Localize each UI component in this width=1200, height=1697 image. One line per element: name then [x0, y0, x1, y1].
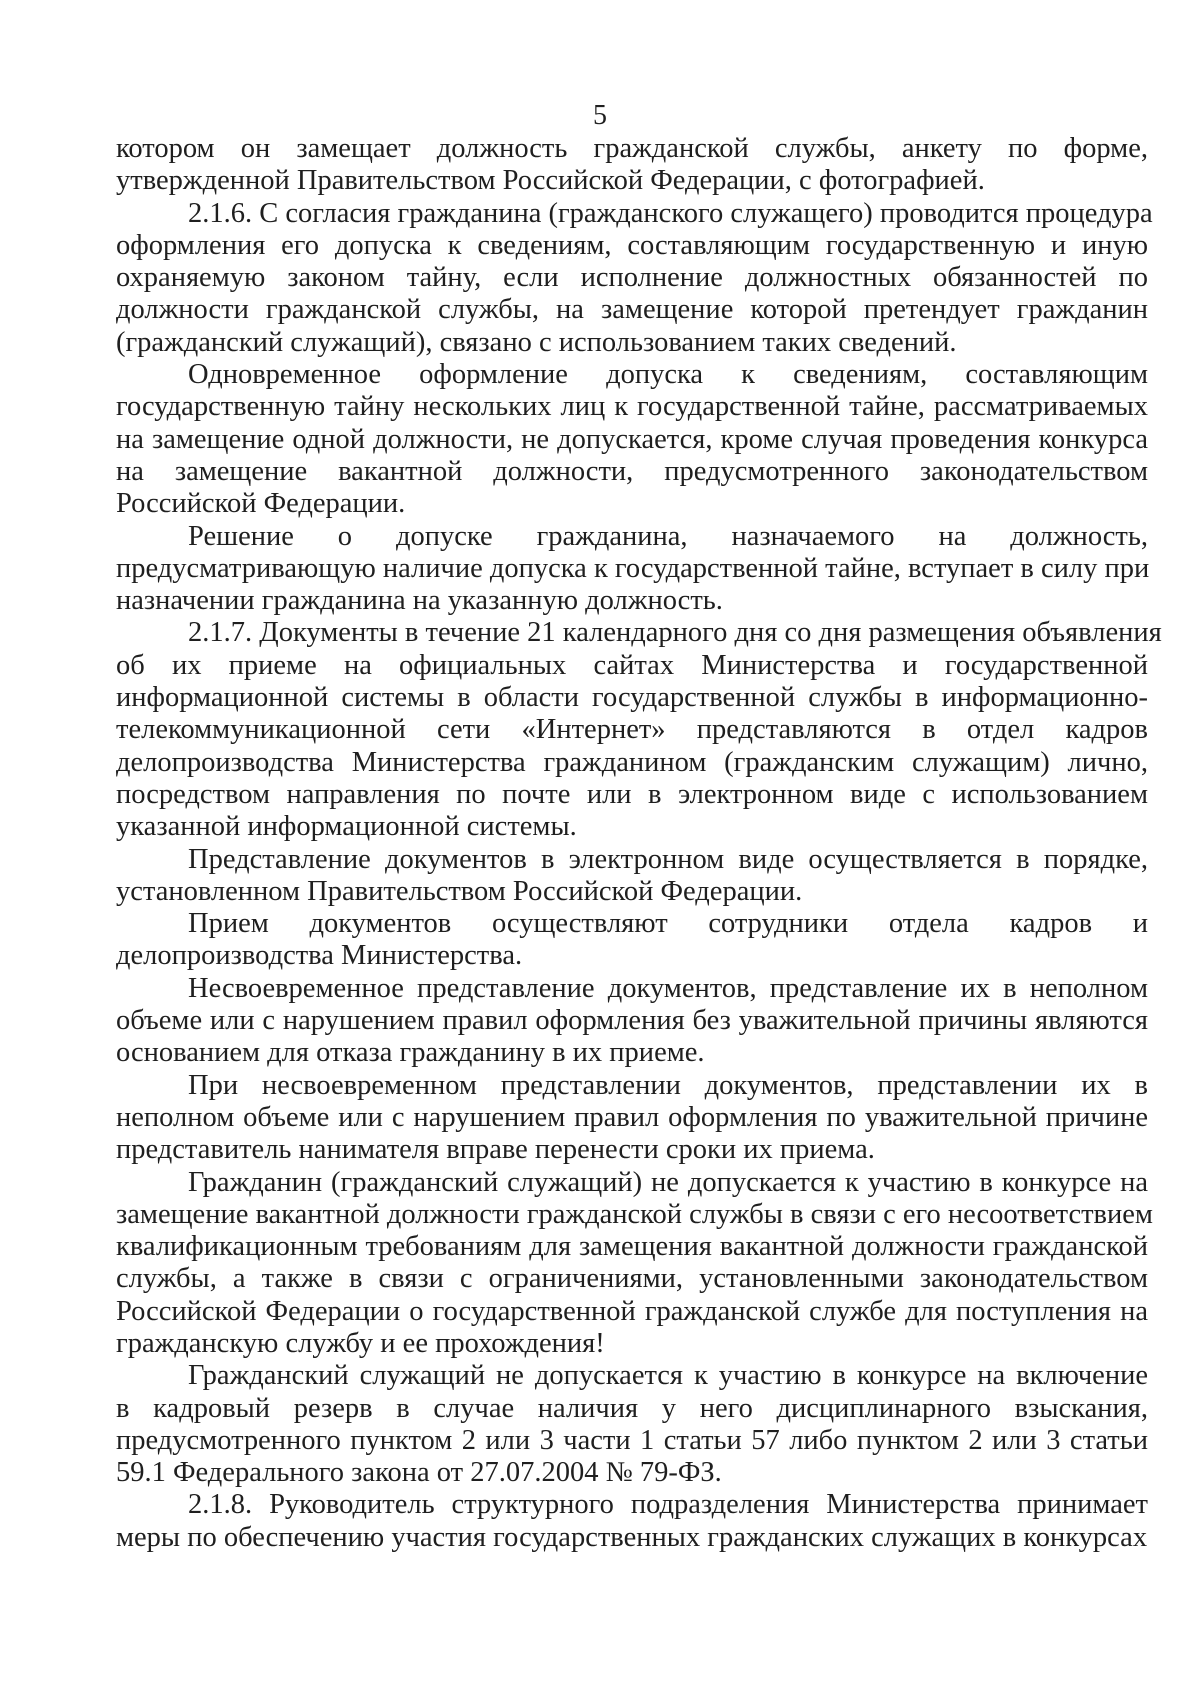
paragraph [116, 844, 1148, 909]
text-line: делопроизводства Министерства. [116, 940, 523, 972]
text-line: Гражданский служащий не допускается к участию в конкурсе на включение [188, 1360, 1148, 1392]
text-line: 2.1.8. Руководитель структурного подразделения Министерства принимает [188, 1489, 1148, 1521]
document-body [116, 133, 1162, 1554]
text-line: государственную тайну нескольких лиц к государственной тайне, рассматриваемых [116, 391, 1148, 423]
text-line: представитель нанимателя вправе перенести сроки их приема. [116, 1134, 875, 1166]
paragraph [116, 359, 1148, 520]
text-line: информационной системы в области государственной службы в информационно- [116, 682, 1148, 714]
text-line: должности гражданской службы, на замещение которой претендует гражданин [116, 294, 1148, 326]
text-line: неполном объеме или с нарушением правил оформления по уважительной причине [116, 1101, 1148, 1133]
text-line: охраняемую законом тайну, если исполнение должностных обязанностей по [116, 262, 1148, 294]
text-line: квалификационным требованиям для замещения вакантной должности гражданской [116, 1231, 1148, 1263]
text-line: Решение о допуске гражданина, назначаемого на должность, [188, 520, 1148, 552]
text-line: Несвоевременное представление документов, представление их в неполном [188, 972, 1148, 1004]
text-line: на замещение вакантной должности, предусмотренного законодательством [116, 455, 1148, 487]
text-line: Представление документов в электронном виде осуществляется в порядке, [188, 843, 1148, 875]
paragraph [116, 1070, 1148, 1167]
text-line: При несвоевременном представлении документов, представлении их в [188, 1069, 1148, 1101]
text-line: замещение вакантной должности гражданской службы в связи с его несоответствием [116, 1198, 1153, 1230]
paragraph [116, 973, 1148, 1070]
text-line: указанной информационной системы. [116, 811, 577, 843]
text-line: предусмотренного пунктом 2 или 3 части 1 статьи 57 либо пунктом 2 или 3 статьи [116, 1424, 1148, 1456]
paragraph [116, 1489, 1148, 1554]
text-line: Российской Федерации. [116, 488, 406, 520]
text-line: телекоммуникационной сети «Интернет» представляются в отдел кадров [116, 714, 1148, 746]
text-line: Одновременное оформление допуска к сведениям, составляющим [188, 359, 1148, 391]
paragraph [116, 197, 1153, 359]
paragraph [116, 908, 1148, 973]
text-line: Российской Федерации о государственной гражданской службе для поступления на [116, 1295, 1148, 1327]
text-line: предусматривающую наличие допуска к государственной тайне, вступает в силу при [116, 552, 1150, 584]
paragraph [116, 1166, 1153, 1361]
text-line: 59.1 Федерального закона от 27.07.2004 № 79-ФЗ. [116, 1457, 722, 1489]
text-line: делопроизводства Министерства гражданином (гражданским служащим) лично, [116, 746, 1148, 778]
text-line: в кадровый резерв в случае наличия у него дисциплинарного взыскания, [116, 1392, 1148, 1424]
text-line: установленном Правительством Российской Федерации. [116, 875, 803, 907]
text-line: меры по обеспечению участия государственных гражданских служащих в конкурсах [116, 1521, 1148, 1553]
paragraph [116, 521, 1148, 618]
paragraph [116, 617, 1162, 843]
text-line: Гражданин (гражданский служащий) не допускается к участию в конкурсе на [188, 1166, 1148, 1198]
text-line: котором он замещает должность гражданской службы, анкету по форме, [116, 133, 1148, 164]
page-number: 5 [593, 100, 607, 131]
text-line: оформления его допуска к сведениям, составляющим государственную и иную [116, 229, 1148, 261]
text-line: службы, а также в связи с ограничениями, установленными законодательством [116, 1263, 1148, 1295]
text-line: 2.1.7. Документы в течение 21 календарного дня со дня размещения объявления [188, 617, 1162, 649]
text-line: (гражданский служащий), связано с использованием таких сведений. [116, 326, 957, 358]
text-line: объеме или с нарушением правил оформления без уважительной причины являются [116, 1005, 1148, 1037]
text-line: назначении гражданина на указанную должность. [116, 585, 723, 617]
text-line: гражданскую службу и ее прохождения! [116, 1327, 605, 1359]
text-line: об их приеме на официальных сайтах Министерства и государственной [116, 649, 1148, 681]
text-line: на замещение одной должности, не допускается, кроме случая проведения конкурса [116, 423, 1148, 455]
text-line: посредством направления по почте или в электронном виде с использованием [116, 778, 1148, 810]
paragraph [116, 133, 1148, 198]
text-line: утвержденной Правительством Российской Федерации, с фотографией. [116, 165, 985, 197]
text-line: основанием для отказа гражданину в их приеме. [116, 1037, 705, 1069]
text-line: 2.1.6. С согласия гражданина (гражданского служащего) проводится процедура [188, 197, 1153, 229]
paragraph [116, 1360, 1148, 1489]
text-line: Прием документов осуществляют сотрудники отдела кадров и [188, 908, 1148, 940]
